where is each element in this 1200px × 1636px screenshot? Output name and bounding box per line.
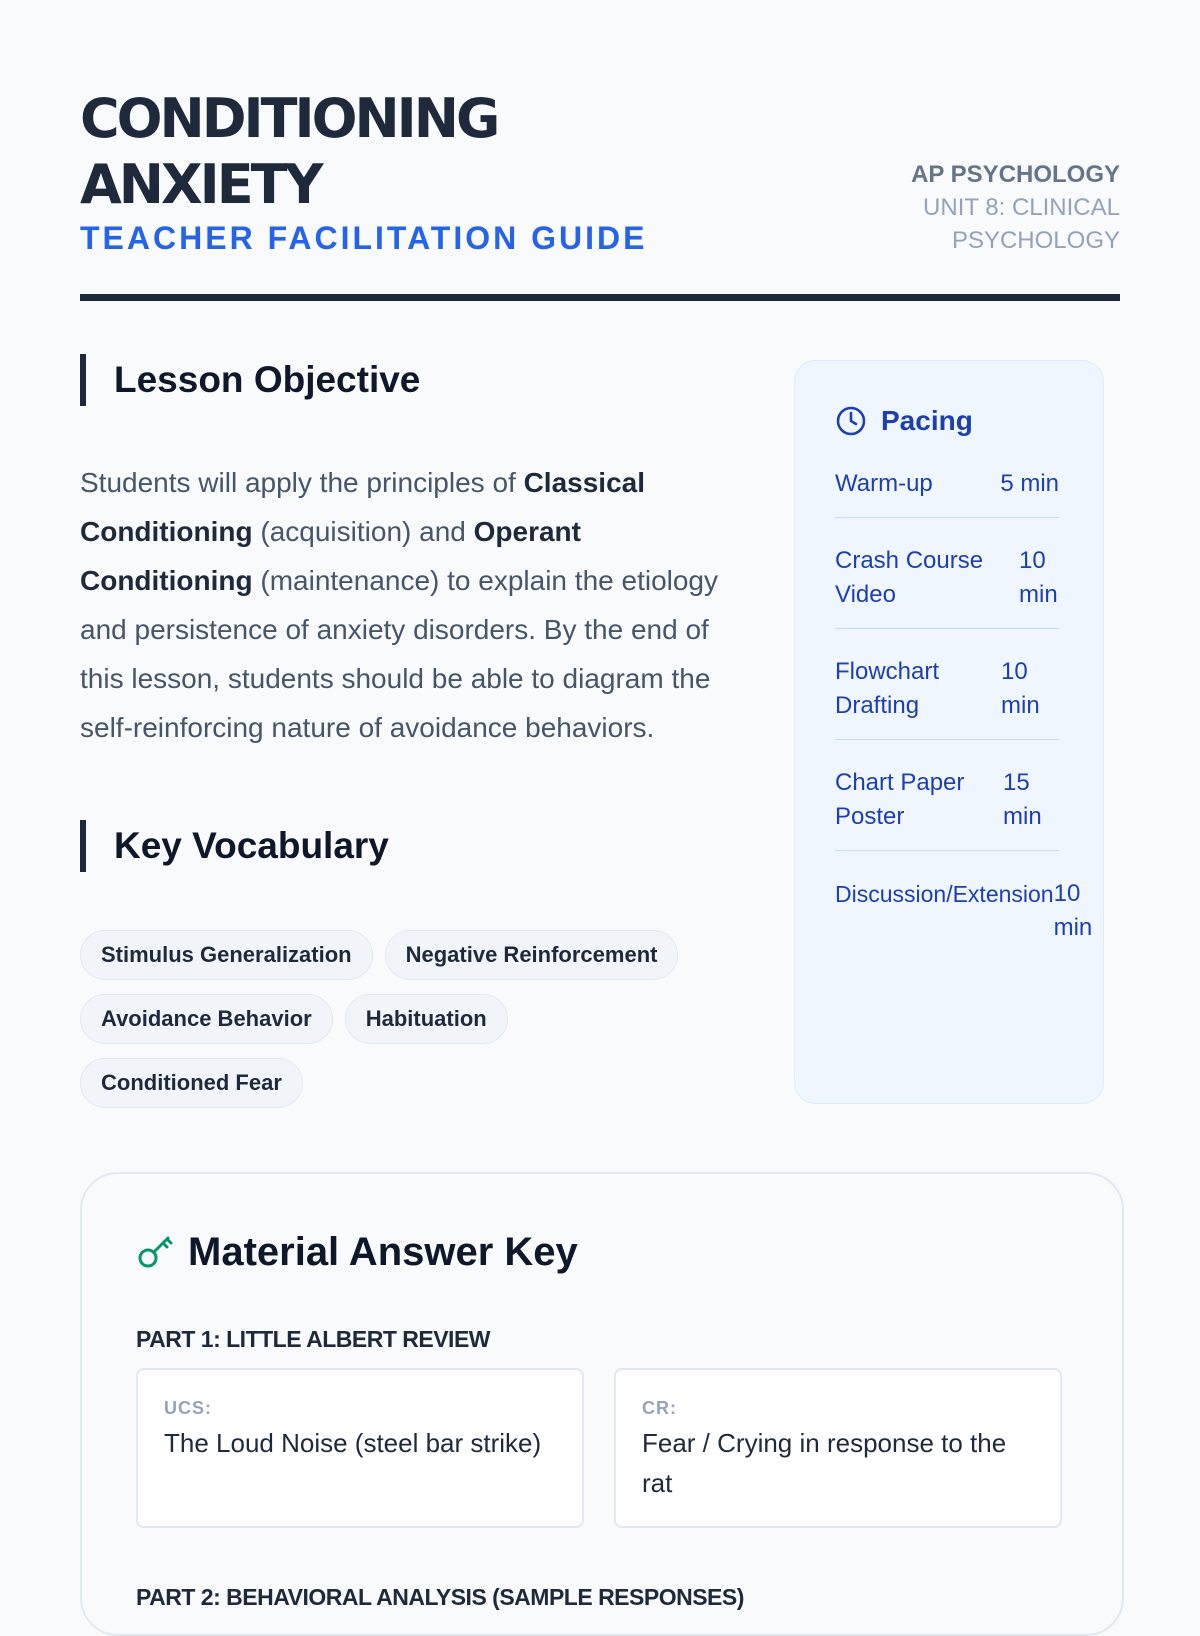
pacing-title: Pacing xyxy=(881,405,973,436)
vocab-chip: Negative Reinforcement xyxy=(385,930,679,980)
answer-key-card xyxy=(80,1172,1124,1636)
pacing-row xyxy=(835,457,1059,518)
course-name: AP PSYCHOLOGY xyxy=(911,161,1120,188)
pacing-activity: Flowchart Drafting xyxy=(835,658,940,719)
objective-text-part: (acquisition) and xyxy=(252,516,474,547)
objective-text xyxy=(80,458,750,752)
answer-key-label: UCS: xyxy=(164,1398,212,1418)
answer-key-label: CR: xyxy=(642,1398,677,1418)
page-subtitle: TEACHER FACILITATION GUIDE xyxy=(80,220,648,256)
objective-text-part: Students will apply the principles of xyxy=(80,467,524,498)
part-1-label: PART 1: LITTLE ALBERT REVIEW xyxy=(136,1326,490,1352)
answer-value: Fear / Crying in response to the rat xyxy=(642,1428,1007,1498)
answer-box-ucs xyxy=(136,1368,584,1528)
vocab-chip: Avoidance Behavior xyxy=(80,994,333,1044)
answer-key-title: Material Answer Key xyxy=(188,1229,578,1274)
course-meta xyxy=(910,158,1120,257)
pacing-duration: 10 min xyxy=(1001,658,1040,719)
pacing-duration: 15 min xyxy=(1003,769,1042,830)
page xyxy=(80,0,1120,1610)
unit-name: UNIT 8: CLINICAL PSYCHOLOGY xyxy=(923,194,1120,254)
objective-term-operant: Operant Conditioning xyxy=(80,516,581,596)
vocab-chip: Stimulus Generalization xyxy=(80,930,373,980)
answer-box-cr xyxy=(614,1368,1062,1528)
pacing-duration: 10 min xyxy=(1053,880,1093,941)
pacing-row xyxy=(835,534,1059,629)
objective-text-part: (maintenance) to explain the etiology and persistence of anxiety disorders. By the end of this lesson, students should be able to diagram the self-reinforcing nature of avoidance behaviors. xyxy=(80,565,718,743)
answer-key-header xyxy=(136,1230,578,1274)
header-divider xyxy=(80,294,1120,301)
vocab-chip: Conditioned Fear xyxy=(80,1058,303,1108)
objective-term-classical: Classical Conditioning xyxy=(80,467,645,547)
objective-heading: Lesson Objective xyxy=(80,354,420,406)
part-2-label: PART 2: BEHAVIORAL ANALYSIS (SAMPLE RESPONSES) xyxy=(136,1584,744,1610)
pacing-activity: Chart Paper Poster xyxy=(835,769,965,830)
pacing-header xyxy=(835,403,973,439)
vocab-chip: Habituation xyxy=(345,994,508,1044)
page-title: CONDITIONING ANXIETY xyxy=(80,87,498,216)
pacing-duration: 5 min xyxy=(1000,470,1059,497)
pacing-duration: 10 min xyxy=(1019,547,1058,608)
pacing-row xyxy=(835,867,1093,961)
key-icon xyxy=(136,1233,174,1271)
vocab-heading: Key Vocabulary xyxy=(80,820,389,872)
pacing-activity: Warm-up xyxy=(835,470,933,497)
answer-value: The Loud Noise (steel bar strike) xyxy=(164,1428,542,1458)
pacing-card xyxy=(794,360,1104,1104)
clock-icon xyxy=(835,405,867,437)
pacing-activity: Discussion/Extension xyxy=(835,881,1054,907)
vocab-chip-list xyxy=(80,930,760,1122)
pacing-list xyxy=(835,457,1093,977)
pacing-row xyxy=(835,645,1059,740)
header xyxy=(80,80,1120,302)
pacing-activity: Crash Course Video xyxy=(835,547,984,608)
pacing-row xyxy=(835,756,1059,851)
